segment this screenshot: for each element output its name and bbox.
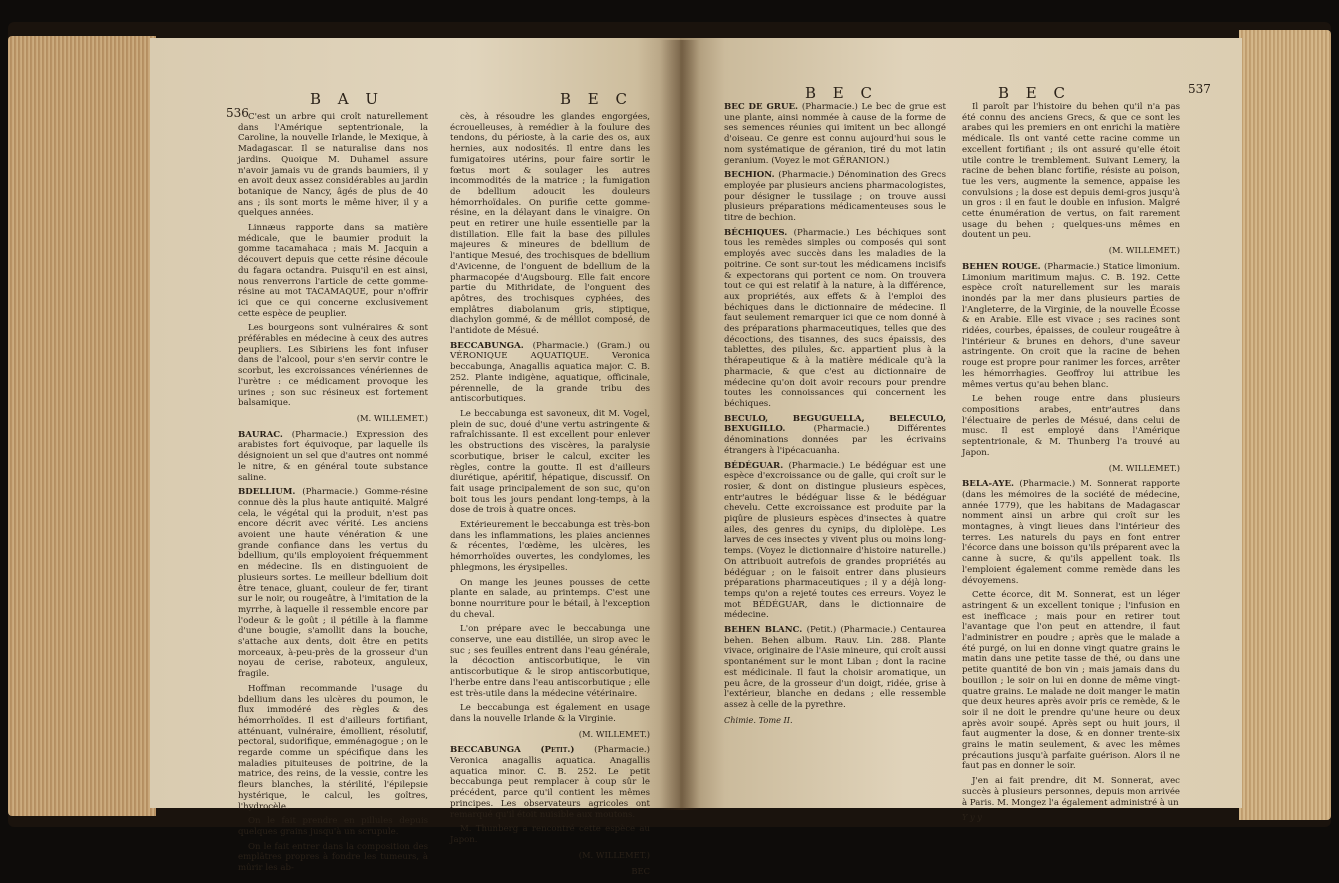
- entry-headword: BECULO, BEGUGUELLA, BELECULO, BEXUGILLO.: [724, 413, 946, 435]
- entry-text: Linnæus rapporte dans sa matière médicale, que le baumier produit la gomme tacamahaca ; mais M. Jacquin a découvert depuis que cette résine découle du fagara octandra. Puisqu'il en est ainsi, nous renverrons l'article de cette gomme-résine au mot TACAMAQUE, pour n'offrir ici que ce qui concerne exclusivement cette espèce de peuplier.: [238, 223, 428, 319]
- paragraph: [238, 816, 428, 837]
- entry-text: (Pharmacie.) Le bec de grue est une plante, ainsi nommée à cause de la forme de ses semences réunies qui imitent un bec allongé d'oiseau. Ce genre est connu aujourd'hui sous le nom systématique de géranion, tiré du mot latin geranium. (Voyez le mot GÉRANION.): [724, 102, 946, 166]
- entry-text: (Petit.) (Pharmacie.) Centaurea behen. Behen album. Rauv. Lin. 288. Plante vivace, originaire de l'Asie mineure, qui croît aussi spontanément sur le mont Liban ; dont la racine est médicinale. Il faut la choisir aromatique, un peu âcre, de la grosseur d'un doigt, ridée, grise à l'extérieur, blanche en dedans ; elle ressemble assez à celle de la pyrethre.: [724, 625, 946, 710]
- entry-headword: BEC DE GRUE.: [724, 102, 802, 112]
- paragraph: [962, 590, 1180, 772]
- paragraph: [450, 824, 650, 845]
- paragraph: [238, 112, 428, 219]
- entry-text: (Pharmacie.) Statice limonium. Limonium maritimum majus. C. B. 192. Cette espèce croît naturellement sur les marais inondés par la mer dans plusieurs parties de l'Angleterre, de la Virginie, de la nouvelle Écosse & en Arabie. Elle est vivace ; ses racines sont ridées, courbes, épaisses, de couleur rougeâtre à l'intérieur & brunes en dehors, d'une saveur astringente. On croit que la racine de behen rouge est propre pour ranimer les forces, arrêter les hémorrhagies. Geoffroy lui attribue les mêmes vertus qu'au behen blanc.: [962, 261, 1180, 390]
- entry-text: (Pharmacie.) Gomme-résine connue dès la plus haute antiquité. Malgré cela, le végétal qui la produit, n'est pas encore décrit avec vérité. Les anciens avoient une haute vénération & une grande confiance dans les vertus du bdellium, qu'ils employoient fréquemment en médecine. Ils en distinguoient de plusieurs sortes. Le meilleur bdellium doit être tenace, gluant, couleur de fer, tirant sur le noir, ou rougeâtre, à l'imitation de la myrrhe, à laquelle il ressemble encore par l'odeur & le goût ; il pétille à la flamme d'une bougie, s'amollit dans la bouche, s'attache aux dents, doit être en petits morceaux, à-peu-près de la grosseur d'un noyau de cerise, raboteux, anguleux, fragile.: [238, 487, 428, 680]
- entry-headword: BDELLIUM.: [238, 487, 303, 498]
- dictionary-entry: [724, 414, 946, 457]
- entry-text: Extérieurement le beccabunga est très-bon dans les inflammations, les plaies anciennes & récentes, l'œdème, les ulcères, les hémorrhoïdes ouvertes, les condylomes, les phlegmons, les érysipelles.: [450, 520, 650, 573]
- dictionary-entry: [238, 430, 428, 484]
- entry-text: J'en ai fait prendre, dit M. Sonnerat, avec succès à plusieurs personnes, depuis mon arrivée à Paris. M. Mongez l'a également administré à un: [962, 776, 1180, 808]
- book-gutter: [660, 40, 700, 810]
- paragraph: [962, 102, 1180, 241]
- entry-text: On mange les jeunes pousses de cette plante en salade, au printemps. C'est une bonne nourriture pour le bétail, à l'exception du cheval.: [450, 577, 650, 620]
- entry-headword: BECHION.: [724, 170, 779, 181]
- entry-text: (Pharmacie.) Différentes dénominations données par les écrivains étrangers à l'ipécacuanha.: [724, 424, 946, 456]
- entry-text: (Pharmacie.) M. Sonnerat rapporte (dans les mémoires de la société de médecine, année 1779), que les habitans de Madagascar nomment ainsi un arbre qui croît sur les montagnes, à vingt lieues dans l'intérieur des terres. Les naturels du pays en font entrer l'écorce dans une boisson qu'ils préparent avec la canne à sucre, & qu'ils appellent toak. Ils l'emploient également comme remède dans les dévoyemens.: [962, 479, 1181, 586]
- dictionary-entry: [724, 170, 946, 224]
- paragraph: [238, 842, 428, 874]
- running-head-left-col1: B A U: [310, 90, 385, 108]
- right-page-column-2: [962, 102, 1180, 823]
- entry-text: (Pharmacie.) (Gram.) ou VÉRONIQUE AQUATIQUE. Veronica beccabunga, Anagallis aquatica major. C. B. 252. Plante indigène, aquatique, officinale, pérennelle, de la grande tribu des antiscorbutiques.: [450, 340, 650, 405]
- paragraph: [450, 112, 650, 337]
- entry-headword: BÉDÉGUAR.: [724, 460, 789, 471]
- signature: BEC: [631, 866, 650, 877]
- entry-headword: BAURAC.: [238, 429, 292, 440]
- entry-text: Hoffman recommande l'usage du bdellium dans les ulcères du poumon, le flux immodéré des règles & des hémorrhoïdes. Il est d'ailleurs fortifiant, atténuant, vulnéraire, émollient, résolutif, pectoral, sudorifique, emménagogue ; on le regarde comme un spécifique dans les maladies pituiteuses de poitrine, de la matrice, des reins, de la vessie, contre les fleurs blanches, la stérilité, l'épilepsie hystérique, le calcul, les goîtres, l'hydrocèle.: [238, 683, 428, 812]
- entry-text: Le beccabunga est savoneux, dit M. Vogel, plein de suc, doué d'une vertu astringente & rafraîchissante. Il est excellent pour enlever les obstructions des viscères, la paralysie scorbutique, briser le calcul, exciter les règles, contre la goutte. Il est d'ailleurs diurétique, apéritif, hépatique, discussif. On fait usage principalement de son suc, qu'on boit tous les jours pendant long-temps, à la dose de trois à quatre onces.: [450, 408, 650, 516]
- running-head-left-col2: B E C: [560, 90, 633, 108]
- paragraph: [450, 624, 650, 699]
- paragraph: [962, 394, 1180, 458]
- dictionary-entry: [450, 745, 650, 820]
- paragraph: [238, 684, 428, 812]
- right-page: [680, 38, 1242, 823]
- entry-headword: BÉCHIQUES.: [724, 227, 794, 238]
- entry-text: C'est un arbre qui croît naturellement dans l'Amérique septentrionale, la Caroline, la nouvelle Irlande, le Mexique, à Madagascar. Il se naturalise dans nos jardins. Quoique M. Duhamel assure n'avoir jamais vu de grands baumiers, il y en avoit deux assez considérables au jardin botanique de Nancy, âgés de plus de 40 ans ; ils sont morts le même hiver, il y a quelques années.: [238, 112, 428, 219]
- left-page-column-1: [238, 112, 428, 878]
- entry-text: Il paroît par l'histoire du behen qu'il n'a pas été connu des anciens Grecs, & que ce sont les arabes qui les premiers en ont enrichi la matière médicale. Ils ont vanté cette racine comme un excellent fortifiant ; ils ont assuré qu'elle étoit utile contre le tremblement. Suivant Lemery, la racine de behen blanc fortifie, résiste au poison, tue les vers, augmente la semence, appaise les convulsions ; la dose est depuis demi-gros jusqu'à un gros : il en faut le double en infusion. Malgré cette énumération de vertus, on fait rarement usage du behen ; quelques-uns mêmes en doutent un peu.: [962, 102, 1180, 241]
- entry-text: L'on prépare avec le beccabunga une conserve, une eau distillée, un sirop avec le suc ; ses feuilles entrent dans l'eau générale, la décoction antiscorbutique, le vin antiscorbutique & le sirop antiscorbutique, l'herbe entre dans l'eau antiscorbutique ; elle est très-utile dans la médecine vétérinaire.: [450, 624, 650, 699]
- page-number-left: 536: [226, 106, 249, 120]
- dictionary-entry: [724, 228, 946, 410]
- dictionary-entry: [962, 262, 1180, 390]
- left-page: [150, 38, 680, 877]
- entry-text: (Pharmacie.) Le bédéguar est une espèce d'excroissance ou de galle, qui croît sur le rosier, & dont on distingue plusieurs espèces, entr'autres le bédéguar lisse & le bédéguar chevelu. Cette excroissance est produite par la piqûre de plusieurs espèces d'insectes à quatre ailes, des genres du cynips, du diplolèpe. Les larves de ces insectes y vivent plus ou moins long-temps. (Voyez le dictionnaire d'histoire naturelle.) On attribuoit autrefois de grandes propriétés au bédéguar ; on le faisoit entrer dans plusieurs préparations pharmaceutiques ; il y a déjà long-temps qu'on a rejeté toutes ces erreurs. Voyez le mot BÉDÉGUAR, dans le dictionnaire de médecine.: [724, 460, 946, 621]
- left-page-edges: [8, 36, 156, 816]
- entry-text: Le behen rouge entre dans plusieurs compositions arabes, entr'autres dans l'électuaire de perles de Mésué, dans celui de musc. Il est employé dans l'Amérique septentrionale, & M. Thunberg l'a trouvé au Japon.: [962, 394, 1180, 458]
- paragraph: [962, 776, 1180, 808]
- entry-text: M. Thunberg a rencontré cette espèce au Japon.: [450, 824, 650, 845]
- paragraph: [238, 223, 428, 319]
- entry-headword: BECCABUNGA (Petit.): [450, 745, 595, 756]
- entry-headword: BECCABUNGA.: [450, 340, 533, 351]
- dictionary-entry: [724, 102, 946, 166]
- page-footer: Y y y: [962, 812, 982, 823]
- entry-text: On le fait entrer dans la composition des emplâtres propres à fondre les tumeurs, à mûrir les ab-: [238, 841, 428, 874]
- paragraph: [238, 323, 428, 409]
- running-head-right-col1: B E C: [805, 84, 878, 102]
- left-page-column-2: [450, 112, 650, 883]
- right-page-column-1: [724, 102, 946, 725]
- entry-text: (Pharmacie.) Expression des arabistes fort équivoque, par laquelle ils désignoient un sel que d'autres ont nommé le nitre, & en général toute substance saline.: [238, 429, 428, 483]
- entry-text: (Pharmacie.) Les béchiques sont tous les remèdes simples ou composés qui sont employés avec succès dans les maladies de la poitrine. Ce sont sur-tout les médicamens incisifs & expectorans qui portent ce nom. On trouvera tout ce qui est relatif à la nature, à la différence, aux propriétés, aux effets & à l'emploi des béchiques dans le dictionnaire de médecine. Il faut seulement remarquer ici que ce nom donné à des préparations pharmaceutiques, telles que des décoctions, des tisannes, des sucs épaissis, des tablettes, des pilules, &c. appartient plus à la thérapeutique & à la matière médicale qu'à la pharmacie, & que c'est au dictionnaire de médecine qu'on doit avoir recours pour prendre toutes les connoissances qui concernent les béchiques.: [724, 227, 946, 409]
- page-footer: Chimie. Tome II.: [724, 714, 793, 725]
- entry-text: On le fait prendre en pillules depuis quelques grains jusqu'à un scrupule.: [238, 816, 428, 837]
- paragraph: [450, 703, 650, 724]
- signature: (M. WILLEMET.): [1108, 462, 1180, 473]
- dictionary-entry: [962, 479, 1180, 586]
- entry-text: Le beccabunga est également en usage dans la nouvelle Irlande & la Virginie.: [450, 703, 650, 724]
- entry-headword: BEHEN ROUGE.: [962, 261, 1044, 272]
- dictionary-entry: [724, 461, 946, 622]
- signature: (M. WILLEMET.): [1108, 245, 1180, 256]
- entry-text: cès, à résoudre les glandes engorgées, écrouelleuses, à remédier à la foulure des tendons, du périoste, à la carie des os, aux hernies, aux nodosités. Il entre dans les fumigatoires utérins, pour faire sortir le fœtus mort & soulager les autres incommodités de la matrice ; la fumigation de bdellium adoucit les douleurs hémorrhoïdales. On purifie cette gomme-résine, en la délayant dans le vinaigre. On peut en retirer une huile essentielle par la distillation. Elle fait la base des pillules majeures & mineures de bdellium de l'antique Mesué, des trochisques de bdellium d'Avicenne, de l'onguent de bdellium de la pharmacopée d'Augsbourg. Elle fait encore partie du Mithridate, de l'onguent des apôtres, des trochisques cyphées, des emplâtres diabolanum gris, stiptique, diachylon gommé, & de mélilot composé, de l'antidote de Mésué.: [450, 112, 650, 337]
- running-head-right-col2: B E C: [998, 84, 1071, 102]
- dictionary-entry: [724, 625, 946, 711]
- dictionary-entry: [450, 341, 650, 405]
- entry-headword: BELA-AYE.: [962, 479, 1020, 490]
- paragraph: [450, 409, 650, 516]
- paragraph: [450, 520, 650, 574]
- paragraph: [450, 578, 650, 621]
- right-page-edges: [1239, 30, 1331, 820]
- entry-text: (Pharmacie.) Dénomination des Grecs employée par plusieurs anciens pharmacologistes, pour désigner le tussilage ; on trouve aussi plusieurs préparations médicamenteuses sous le titre de bechion.: [724, 170, 946, 224]
- dictionary-entry: [238, 487, 428, 680]
- entry-text: Cette écorce, dit M. Sonnerat, est un léger astringent & un excellent tonique ; l'infusion en est inefficace ; mais pour en retirer tout l'avantage que l'on peut en attendre, il faut l'administrer en poudre ; après que le malade a été purgé, on lui en donne vingt quatre grains le matin dans une petite tasse de thé, ou dans une petite quantité de bon vin ; mais jamais dans du bouillon ; le soir on lui en donne de même vingt-quatre grains. Le malade ne doit manger le matin que deux heures après avoir pris ce remède, & le soir il ne doit le prendre qu'une heure ou deux après avoir soupé. Après sept ou huit jours, il faut augmenter la dose, & en donner trente-six grains le matin seulement, & avec les mêmes précautions jusqu'à parfaite guérison. Alors il ne faut pas en donner le soir.: [962, 590, 1180, 772]
- entry-headword: BEHEN BLANC.: [724, 625, 807, 636]
- signature: (M. WILLEMET.): [578, 728, 650, 739]
- page-number-right: 537: [1188, 82, 1211, 96]
- signature: (M. WILLEMET.): [578, 849, 650, 860]
- entry-text: Les bourgeons sont vulnéraires & sont préférables en médecine à ceux des autres peupliers. Les Sibiriens les font infuser dans de l'alcool, pour s'en servir contre le scorbut, les excroissances vénériennes de l'urètre : ce médicament provoque les urines ; son suc résineux est fortement balsamique.: [238, 323, 428, 409]
- entry-text: (Pharmacie.) Veronica anagallis aquatica. Anagallis aquatica minor. C. B. 252. Le petit beccabunga peut remplacer à coup sûr le précédent, parce qu'il contient les mêmes principes. Les observateurs agricoles ont remarqué qu'il étoit nuisible aux moutons.: [450, 745, 650, 820]
- signature: (M. WILLEMET.): [356, 412, 428, 423]
